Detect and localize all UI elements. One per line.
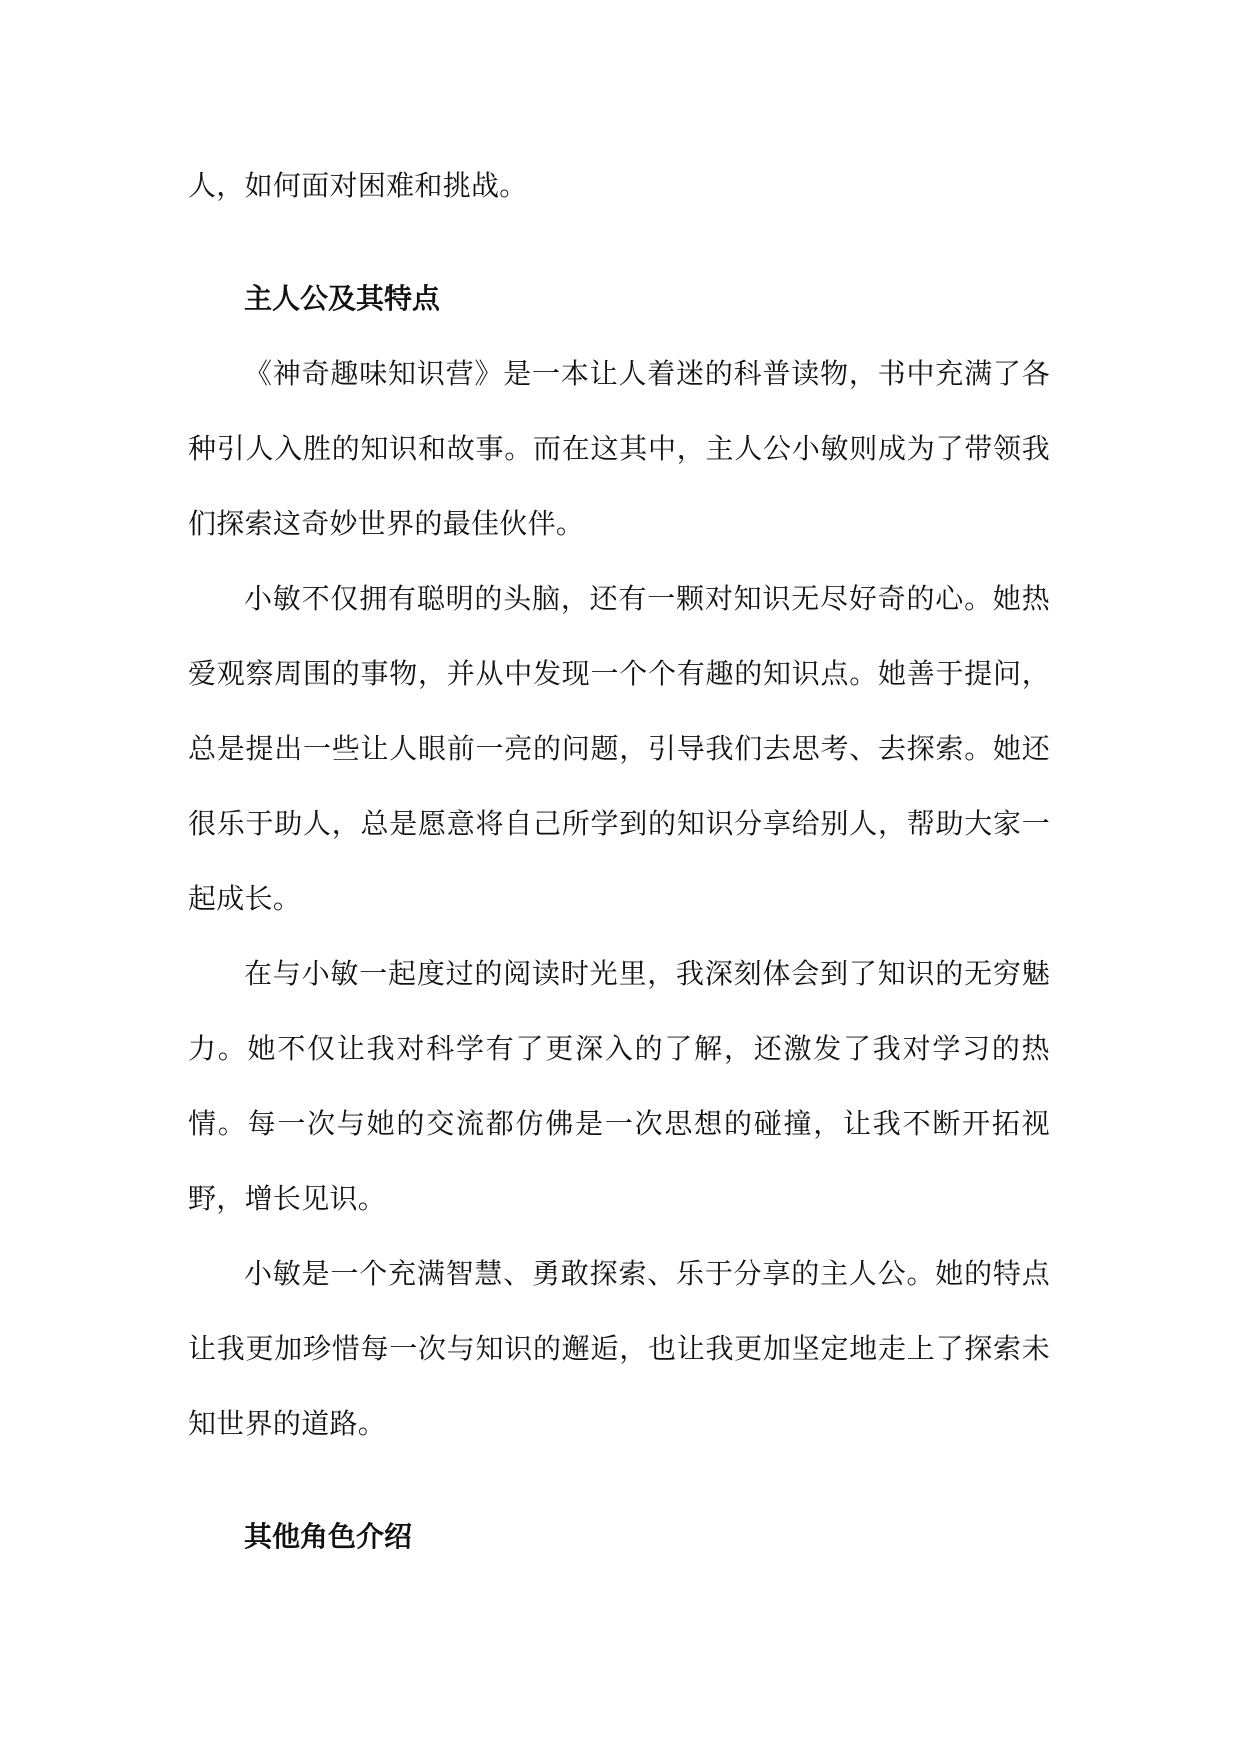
paragraph: 小敏是一个充满智慧、勇敢探索、乐于分享的主人公。她的特点让我更加珍惜每一次与知识的邂逅，也让我更加坚定地走上了探索未知世界的道路。	[188, 1257, 1050, 1440]
section-heading-other-characters: 其他角色介绍	[244, 1520, 413, 1553]
paragraph: 小敏不仅拥有聪明的头脑，还有一颗对知识无尽好奇的心。她热爱观察周围的事物，并从中发现一个个有趣的知识点。她善于提问，总是提出一些让人眼前一亮的问题，引导我们去思考、去探索。她还很乐于助人，总是愿意将自己所学到的知识分享给别人，帮助大家一起成长。	[188, 582, 1050, 915]
section-heading-protagonist: 主人公及其特点	[244, 282, 441, 315]
lead-fragment: 人，如何面对困难和挑战。	[188, 169, 528, 202]
page-content	[188, 148, 1050, 1574]
paragraph: 在与小敏一起度过的阅读时光里，我深刻体会到了知识的无穷魅力。她不仅让我对科学有了更深入的了解，还激发了我对学习的热情。每一次与她的交流都仿佛是一次思想的碰撞，让我不断开拓视野，增长见识。	[188, 957, 1050, 1215]
paragraph: 《神奇趣味知识营》是一本让人着迷的科普读物，书中充满了各种引人入胜的知识和故事。而在这其中，主人公小敏则成为了带领我们探索这奇妙世界的最佳伙伴。	[188, 357, 1050, 540]
